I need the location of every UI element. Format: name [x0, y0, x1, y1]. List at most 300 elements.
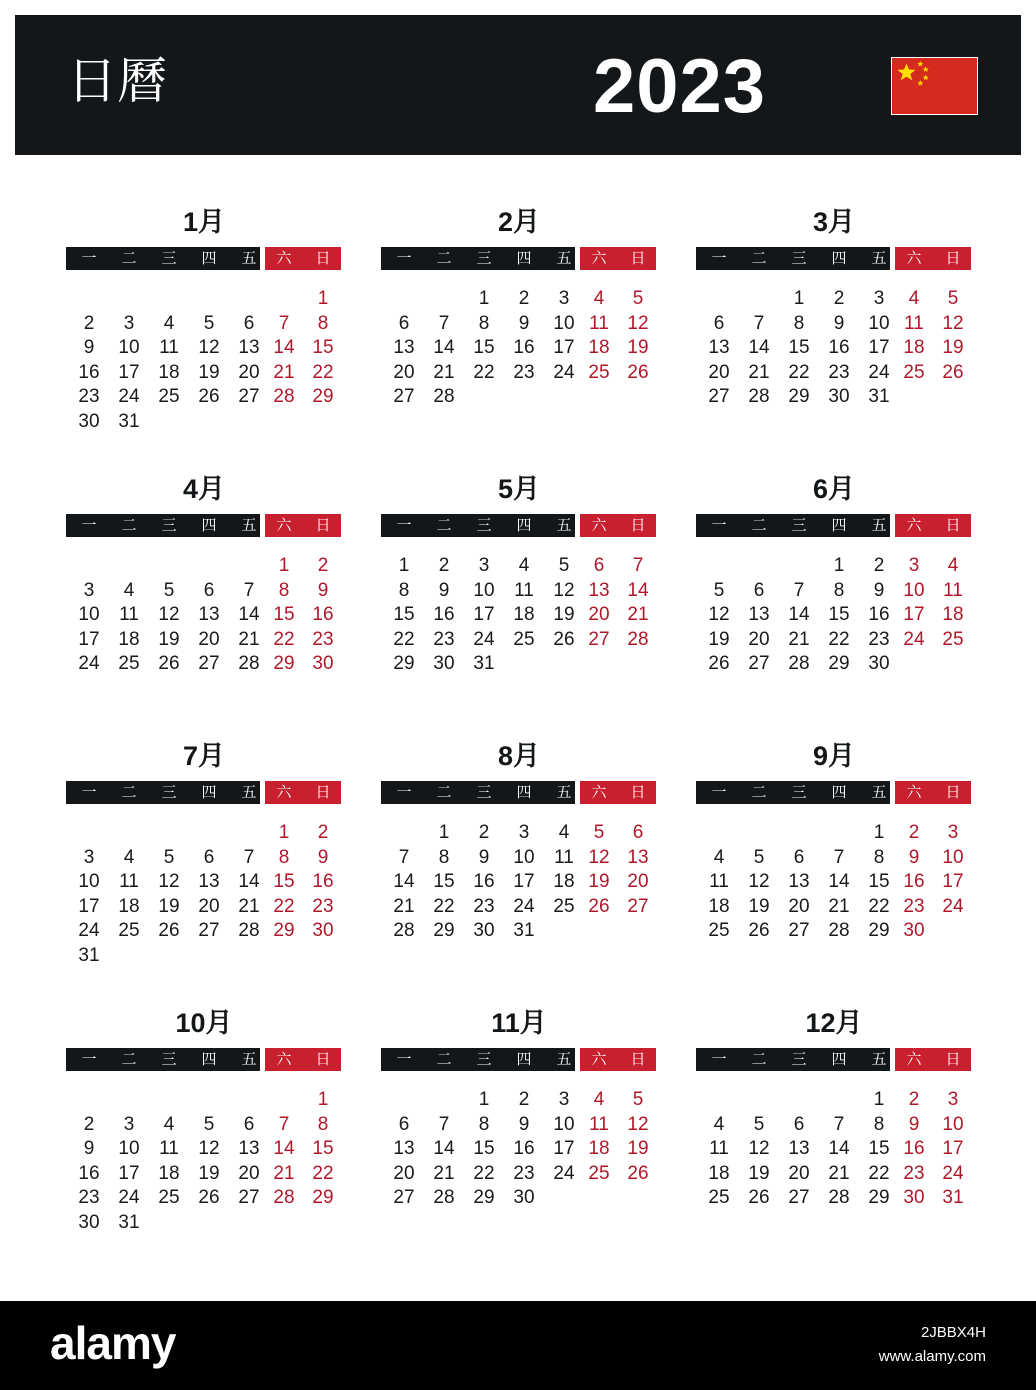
calendar-day: 14 [433, 337, 455, 359]
weekday-label: 一 [81, 516, 97, 534]
calendar-day: 12 [198, 1138, 220, 1160]
calendar-day: 23 [312, 895, 334, 917]
calendar-day: 14 [627, 579, 649, 601]
calendar-day: 8 [478, 312, 490, 334]
calendar-day: 31 [473, 653, 495, 675]
weekday-header [66, 1048, 342, 1071]
calendar-day: 24 [118, 1187, 140, 1209]
calendar-day: 22 [828, 628, 850, 650]
calendar-day: 15 [868, 871, 890, 893]
calendar-day: 26 [588, 895, 610, 917]
calendar-day: 29 [393, 653, 415, 675]
calendar-day: 21 [788, 628, 810, 650]
calendar-day: 16 [312, 604, 334, 626]
weekday-label: 五 [871, 783, 887, 801]
calendar-day: 26 [942, 361, 964, 383]
weekday-label: 四 [201, 516, 217, 534]
calendar-day: 23 [868, 628, 890, 650]
calendar-day: 22 [312, 1162, 334, 1184]
weekday-label: 一 [81, 249, 97, 267]
calendar-day: 21 [273, 361, 295, 383]
calendar-day: 4 [713, 1113, 725, 1135]
calendar-day: 19 [158, 895, 180, 917]
calendar-day: 24 [553, 1162, 575, 1184]
calendar-day: 12 [748, 1138, 770, 1160]
calendar-day: 31 [118, 1212, 140, 1233]
month-title: 5月 [497, 474, 541, 504]
watermark-footer [0, 1301, 1036, 1390]
calendar-day: 21 [238, 895, 260, 917]
calendar-day: 7 [243, 579, 255, 601]
weekday-label: 四 [516, 1050, 532, 1068]
calendar-day: 29 [273, 653, 295, 675]
calendar-day: 17 [942, 1138, 964, 1160]
calendar-day: 14 [828, 1138, 850, 1160]
calendar-day: 10 [553, 312, 575, 334]
weekday-label: 日 [630, 1050, 646, 1068]
weekday-header [381, 781, 657, 804]
calendar-day: 22 [273, 895, 295, 917]
calendar-day: 12 [158, 604, 180, 626]
calendar-day: 25 [553, 895, 575, 917]
calendar-day: 25 [513, 628, 535, 650]
calendar-day: 19 [627, 337, 649, 359]
weekday-label: 三 [476, 516, 492, 534]
weekday-label: 四 [516, 249, 532, 267]
calendar-day: 10 [78, 871, 100, 893]
image-url: www.alamy.com [878, 1348, 986, 1365]
calendar-day: 1 [278, 555, 290, 576]
calendar-day: 25 [903, 361, 925, 383]
calendar-day: 8 [833, 579, 845, 601]
weekday-label: 一 [711, 249, 727, 267]
calendar-day: 9 [83, 1138, 95, 1160]
calendar-day: 3 [83, 579, 95, 601]
calendar-day: 6 [203, 846, 215, 868]
weekday-label: 六 [906, 249, 922, 267]
calendar-day: 14 [828, 871, 850, 893]
calendar-day: 24 [118, 386, 140, 408]
calendar-day: 2 [908, 822, 920, 843]
calendar-day: 2 [833, 288, 845, 309]
calendar-day: 15 [788, 337, 810, 359]
weekday-label: 一 [711, 783, 727, 801]
calendar-day: 17 [513, 871, 535, 893]
calendar-day: 6 [398, 1113, 410, 1135]
calendar-day: 28 [273, 1187, 295, 1209]
calendar-day: 26 [627, 1162, 649, 1184]
calendar-day: 12 [158, 871, 180, 893]
month-title: 9月 [812, 741, 856, 771]
weekday-label: 三 [791, 783, 807, 801]
calendar-day: 4 [558, 822, 570, 843]
calendar-day: 17 [942, 871, 964, 893]
calendar-day: 13 [627, 846, 649, 868]
weekday-label: 六 [591, 1050, 607, 1068]
calendar-day: 8 [793, 312, 805, 334]
calendar-day: 4 [518, 555, 530, 576]
calendar-day: 27 [788, 1187, 810, 1209]
calendar-day: 1 [793, 288, 805, 309]
calendar-day: 15 [312, 337, 334, 359]
calendar-day: 15 [473, 337, 495, 359]
calendar-day: 13 [788, 871, 810, 893]
calendar-day: 18 [708, 895, 730, 917]
calendar-day: 29 [788, 386, 810, 408]
calendar-day: 12 [942, 312, 964, 334]
weekday-header [696, 514, 972, 537]
calendar-day: 7 [438, 312, 450, 334]
calendar-day: 11 [943, 579, 963, 601]
month-title: 8月 [497, 741, 541, 771]
calendar-day: 9 [438, 579, 450, 601]
calendar-day: 11 [589, 1113, 609, 1135]
calendar-day: 30 [903, 920, 925, 942]
calendar-day: 25 [588, 1162, 610, 1184]
weekday-label: 二 [436, 783, 452, 801]
calendar-day: 9 [908, 846, 920, 868]
calendar-day: 19 [158, 628, 180, 650]
calendar-day: 11 [554, 846, 574, 868]
weekday-label: 日 [630, 783, 646, 801]
calendar-day: 17 [118, 361, 140, 383]
calendar-day: 29 [828, 653, 850, 675]
calendar-day: 22 [433, 895, 455, 917]
calendar-day: 2 [908, 1089, 920, 1110]
calendar-day: 21 [433, 361, 455, 383]
calendar-day: 24 [513, 895, 535, 917]
calendar-day: 1 [873, 822, 885, 843]
month-title: 12月 [805, 1008, 863, 1038]
calendar-day: 25 [118, 920, 140, 942]
calendar-day: 5 [947, 288, 959, 309]
calendar-day: 15 [312, 1138, 334, 1160]
calendar-day: 9 [317, 846, 329, 868]
weekday-label: 日 [945, 249, 961, 267]
calendar-day: 3 [518, 822, 530, 843]
calendar-day: 16 [513, 337, 535, 359]
calendar-day: 7 [793, 579, 805, 601]
calendar-day: 27 [708, 386, 730, 408]
calendar-day: 18 [158, 361, 180, 383]
calendar-day: 15 [473, 1138, 495, 1160]
calendar-day: 17 [553, 1138, 575, 1160]
weekday-header [381, 1048, 657, 1071]
weekday-label: 三 [791, 516, 807, 534]
calendar-day: 7 [438, 1113, 450, 1135]
calendar-day: 3 [908, 555, 920, 576]
calendar-day: 27 [393, 386, 415, 408]
calendar-day: 28 [748, 386, 770, 408]
calendar-day: 27 [393, 1187, 415, 1209]
weekday-label: 日 [945, 516, 961, 534]
weekday-header [381, 514, 657, 537]
calendar-day: 14 [238, 871, 260, 893]
weekday-label: 六 [591, 249, 607, 267]
calendar-day: 11 [589, 312, 609, 334]
weekday-label: 二 [121, 516, 137, 534]
calendar-day: 23 [828, 361, 850, 383]
calendar-day: 5 [593, 822, 605, 843]
calendar-day: 8 [398, 579, 410, 601]
calendar-day: 20 [393, 361, 415, 383]
calendar-day: 19 [627, 1138, 649, 1160]
calendar-day: 27 [238, 1187, 260, 1209]
calendar-day: 16 [473, 871, 495, 893]
calendar-day: 30 [312, 920, 334, 942]
calendar-day: 9 [317, 579, 329, 601]
calendar-day: 9 [908, 1113, 920, 1135]
weekday-label: 五 [241, 1050, 257, 1068]
weekday-label: 六 [906, 783, 922, 801]
calendar-day: 28 [393, 920, 415, 942]
calendar-day: 26 [708, 653, 730, 675]
weekday-header [66, 247, 342, 270]
calendar-day: 28 [788, 653, 810, 675]
calendar-day: 12 [748, 871, 770, 893]
calendar-day: 30 [828, 386, 850, 408]
calendar-day: 1 [317, 1089, 329, 1110]
calendar-day: 27 [198, 920, 220, 942]
calendar-day: 20 [627, 871, 649, 893]
calendar-day: 25 [118, 653, 140, 675]
calendar-day: 7 [833, 846, 845, 868]
calendar-day: 7 [833, 1113, 845, 1135]
calendar-day: 21 [273, 1162, 295, 1184]
calendar-day: 24 [942, 895, 964, 917]
calendar-day: 2 [518, 288, 530, 309]
weekday-label: 二 [751, 516, 767, 534]
calendar-day: 13 [588, 579, 610, 601]
calendar-day: 13 [198, 604, 220, 626]
weekday-label: 六 [906, 516, 922, 534]
calendar-day: 24 [553, 361, 575, 383]
weekday-header [696, 1048, 972, 1071]
weekday-label: 五 [556, 783, 572, 801]
calendar-day: 20 [788, 895, 810, 917]
calendar-day: 11 [159, 1138, 179, 1160]
weekday-header [381, 247, 657, 270]
calendar-day: 16 [903, 1138, 925, 1160]
calendar-day: 25 [158, 1187, 180, 1209]
calendar-day: 11 [904, 312, 924, 334]
calendar-day: 8 [478, 1113, 490, 1135]
calendar-day: 30 [78, 1212, 100, 1233]
calendar-day: 13 [708, 337, 730, 359]
calendar-day: 4 [947, 555, 959, 576]
calendar-day: 31 [78, 945, 100, 966]
calendar-day: 12 [627, 1113, 649, 1135]
calendar-day: 19 [748, 895, 770, 917]
calendar-day: 6 [203, 579, 215, 601]
weekday-label: 四 [831, 1050, 847, 1068]
weekday-header [66, 514, 342, 537]
calendar-day: 25 [942, 628, 964, 650]
calendar-day: 30 [868, 653, 890, 675]
calendar-day: 30 [513, 1187, 535, 1209]
year-label: 2023 [593, 44, 767, 129]
calendar-day: 25 [588, 361, 610, 383]
calendar-day: 13 [238, 337, 260, 359]
calendar-day: 10 [118, 337, 140, 359]
calendar-day: 13 [393, 1138, 415, 1160]
calendar-day: 14 [273, 1138, 295, 1160]
calendar-day: 2 [83, 312, 95, 334]
calendar-day: 18 [588, 1138, 610, 1160]
calendar-day: 6 [753, 579, 765, 601]
weekday-label: 三 [161, 516, 177, 534]
calendar-day: 19 [198, 1162, 220, 1184]
weekday-label: 日 [315, 516, 331, 534]
calendar-day: 16 [433, 604, 455, 626]
calendar-day: 6 [793, 1113, 805, 1135]
calendar-day: 20 [788, 1162, 810, 1184]
calendar-day: 20 [708, 361, 730, 383]
calendar-day: 28 [627, 628, 649, 650]
calendar-day: 26 [553, 628, 575, 650]
weekday-label: 二 [751, 249, 767, 267]
calendar-day: 22 [473, 361, 495, 383]
calendar-day: 23 [903, 895, 925, 917]
calendar-day: 9 [833, 312, 845, 334]
calendar-day: 5 [753, 1113, 765, 1135]
calendar-day: 24 [868, 361, 890, 383]
calendar-day: 27 [627, 895, 649, 917]
weekday-label: 一 [711, 516, 727, 534]
weekday-label: 一 [396, 249, 412, 267]
calendar-day: 27 [238, 386, 260, 408]
calendar-day: 27 [748, 653, 770, 675]
weekday-label: 一 [711, 1050, 727, 1068]
weekday-label: 四 [516, 516, 532, 534]
calendar-day: 26 [748, 1187, 770, 1209]
calendar-day: 30 [473, 920, 495, 942]
weekday-label: 二 [121, 249, 137, 267]
calendar-day: 5 [163, 579, 175, 601]
calendar-day: 22 [473, 1162, 495, 1184]
calendar-day: 5 [558, 555, 570, 576]
weekday-label: 四 [831, 783, 847, 801]
weekday-label: 一 [396, 783, 412, 801]
weekday-label: 四 [201, 783, 217, 801]
calendar-day: 7 [632, 555, 644, 576]
weekday-label: 三 [161, 249, 177, 267]
calendar-day: 18 [588, 337, 610, 359]
calendar-day: 21 [627, 604, 649, 626]
calendar-day: 29 [273, 920, 295, 942]
calendar-day: 10 [118, 1138, 140, 1160]
calendar-day: 12 [627, 312, 649, 334]
calendar-day: 12 [708, 604, 730, 626]
month-title: 7月 [182, 741, 226, 771]
calendar-day: 24 [473, 628, 495, 650]
calendar-day: 30 [312, 653, 334, 675]
calendar-day: 15 [868, 1138, 890, 1160]
weekday-label: 四 [201, 1050, 217, 1068]
weekday-label: 日 [315, 249, 331, 267]
calendar-day: 3 [558, 288, 570, 309]
calendar-day: 12 [588, 846, 610, 868]
calendar-day: 15 [273, 871, 295, 893]
month-title: 6月 [812, 474, 856, 504]
weekday-label: 三 [476, 783, 492, 801]
calendar-day: 3 [123, 312, 135, 334]
calendar-day: 25 [708, 1187, 730, 1209]
calendar-day: 23 [78, 386, 100, 408]
calendar-day: 9 [873, 579, 885, 601]
calendar-day: 16 [78, 361, 100, 383]
calendar-day: 4 [908, 288, 920, 309]
weekday-label: 五 [871, 249, 887, 267]
calendar-day: 15 [828, 604, 850, 626]
calendar-day: 4 [163, 312, 175, 334]
weekday-header [696, 781, 972, 804]
calendar-day: 17 [553, 337, 575, 359]
calendar-day: 7 [753, 312, 765, 334]
calendar-day: 28 [828, 1187, 850, 1209]
weekday-label: 二 [436, 1050, 452, 1068]
weekday-label: 六 [591, 516, 607, 534]
calendar-day: 23 [433, 628, 455, 650]
calendar-day: 13 [198, 871, 220, 893]
calendar-day: 2 [317, 555, 329, 576]
weekday-label: 二 [436, 249, 452, 267]
weekday-label: 四 [831, 516, 847, 534]
calendar-day: 17 [473, 604, 495, 626]
calendar-day: 21 [828, 895, 850, 917]
calendar-day: 19 [588, 871, 610, 893]
weekday-label: 日 [945, 1050, 961, 1068]
calendar-day: 18 [553, 871, 575, 893]
weekday-label: 六 [591, 783, 607, 801]
calendar-day: 3 [478, 555, 490, 576]
calendar-day: 11 [159, 337, 179, 359]
weekday-label: 二 [751, 783, 767, 801]
month-title: 11月 [491, 1008, 547, 1038]
calendar-title: 日曆 [67, 52, 167, 110]
calendar-day: 13 [238, 1138, 260, 1160]
weekday-label: 三 [476, 1050, 492, 1068]
calendar-day: 11 [709, 1138, 729, 1160]
calendar-day: 1 [278, 822, 290, 843]
calendar-day: 19 [708, 628, 730, 650]
calendar-day: 26 [198, 1187, 220, 1209]
month-title: 1月 [182, 207, 226, 237]
calendar-day: 5 [632, 1089, 644, 1110]
calendar-day: 22 [788, 361, 810, 383]
calendar-day: 8 [873, 846, 885, 868]
weekday-label: 日 [630, 516, 646, 534]
china-flag-icon [891, 57, 978, 115]
calendar-day: 10 [903, 579, 925, 601]
calendar-day: 25 [708, 920, 730, 942]
calendar-day: 11 [119, 604, 139, 626]
calendar-day: 3 [873, 288, 885, 309]
calendar-day: 20 [748, 628, 770, 650]
calendar-day: 27 [588, 628, 610, 650]
calendar-day: 10 [78, 604, 100, 626]
calendar-day: 8 [317, 312, 329, 334]
calendar-day: 10 [868, 312, 890, 334]
calendar-day: 17 [118, 1162, 140, 1184]
calendar-day: 31 [513, 920, 535, 942]
weekday-label: 二 [751, 1050, 767, 1068]
calendar-day: 29 [433, 920, 455, 942]
weekday-label: 五 [556, 516, 572, 534]
calendar-day: 5 [713, 579, 725, 601]
calendar-day: 31 [942, 1187, 964, 1209]
calendar-day: 16 [513, 1138, 535, 1160]
